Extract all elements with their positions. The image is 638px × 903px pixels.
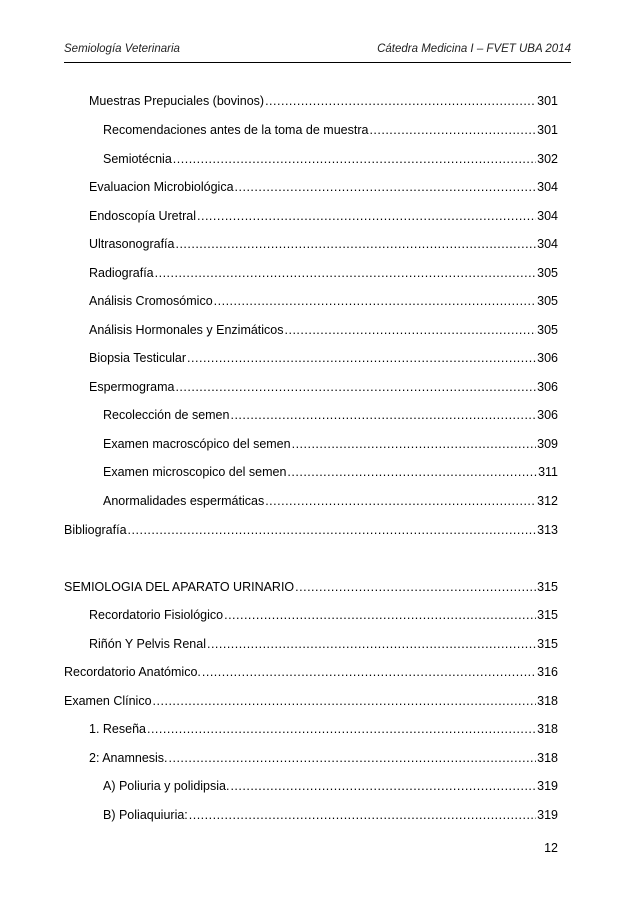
toc-entry-page: 305	[537, 323, 558, 337]
toc-entry[interactable]	[64, 521, 558, 539]
toc-entry-label: 1. Reseña	[89, 722, 146, 736]
toc-leader-dots	[265, 492, 536, 510]
toc-entry[interactable]	[89, 606, 558, 624]
toc-leader-dots	[128, 521, 537, 539]
toc-entry-page: 302	[537, 152, 558, 166]
toc-entry-label: Recordatorio Fisiológico	[89, 608, 224, 622]
toc-leader-dots	[187, 349, 536, 367]
toc-entry-label: Recolección de semen	[103, 408, 230, 422]
toc-entry-label: 2: Anamnesis.	[89, 751, 168, 765]
toc-entry-page: 304	[537, 237, 558, 251]
toc-entry[interactable]	[89, 92, 558, 110]
toc-entry-page: 301	[537, 123, 558, 137]
header-course: Cátedra Medicina I – FVET UBA 2014	[377, 43, 571, 55]
toc-entry-label: Evaluacion Microbiológica	[89, 180, 234, 194]
toc-leader-dots	[175, 378, 536, 396]
toc-entry[interactable]	[103, 121, 558, 139]
toc-entry[interactable]	[89, 264, 558, 282]
toc-entry[interactable]	[89, 378, 558, 396]
toc-entry-page: 309	[537, 437, 558, 451]
toc-entry-page: 318	[537, 751, 558, 765]
toc-entry-page: 318	[537, 694, 558, 708]
toc-leader-dots	[147, 720, 536, 738]
toc-entry-label: Examen Clínico	[64, 694, 152, 708]
toc-leader-dots	[287, 463, 537, 481]
toc-entry[interactable]	[103, 806, 558, 824]
toc-leader-dots	[207, 635, 536, 653]
toc-entry[interactable]	[103, 492, 558, 510]
toc-entry-page: 316	[537, 665, 558, 679]
toc-entry[interactable]	[64, 578, 558, 596]
toc-entry-label: Anormalidades espermáticas	[103, 494, 265, 508]
toc-entry-label: Espermograma	[89, 380, 175, 394]
toc-entry[interactable]	[89, 720, 558, 738]
toc-leader-dots	[285, 321, 537, 339]
toc-entry-page: 306	[537, 408, 558, 422]
toc-entry-label: Examen microscopico del semen	[103, 465, 287, 479]
toc-leader-dots	[173, 150, 536, 168]
toc-entry[interactable]	[103, 777, 558, 795]
toc-entry-page: 318	[537, 722, 558, 736]
toc-entry[interactable]	[89, 349, 558, 367]
toc-leader-dots	[369, 121, 536, 139]
toc-entry[interactable]	[89, 749, 558, 767]
toc-entry-label: Ultrasonografía	[89, 237, 175, 251]
toc-leader-dots	[214, 292, 536, 310]
toc-entry-label: Biopsia Testicular	[89, 351, 187, 365]
toc-entry[interactable]	[64, 663, 558, 681]
toc-leader-dots	[175, 235, 536, 253]
toc-entry[interactable]	[89, 292, 558, 310]
toc-entry-label: Análisis Hormonales y Enzimáticos	[89, 323, 284, 337]
toc-entry-page: 319	[537, 808, 558, 822]
toc-leader-dots	[155, 264, 537, 282]
toc-leader-dots	[224, 606, 536, 624]
toc-leader-dots	[189, 806, 536, 824]
toc-entry-page: 306	[537, 380, 558, 394]
toc-leader-dots	[202, 663, 536, 681]
toc-entry-page: 306	[537, 351, 558, 365]
toc-entry-label: Radiografía	[89, 266, 154, 280]
toc-entry-label: Bibliografía	[64, 523, 127, 537]
toc-entry-page: 312	[537, 494, 558, 508]
toc-entry-label: Endoscopía Uretral	[89, 209, 197, 223]
page-number: 12	[544, 841, 558, 855]
toc-leader-dots	[153, 692, 537, 710]
toc-entry-page: 304	[537, 180, 558, 194]
toc-entry[interactable]	[89, 207, 558, 225]
toc-entry[interactable]	[89, 635, 558, 653]
toc-entry-page: 315	[537, 637, 558, 651]
header-title: Semiología Veterinaria	[64, 43, 180, 55]
toc-entry-label: Análisis Cromosómico	[89, 294, 213, 308]
toc-entry-page: 319	[537, 779, 558, 793]
header-divider	[64, 62, 571, 63]
toc-entry-label: Semiotécnia	[103, 152, 172, 166]
toc-entry-label: Recordatorio Anatómico.	[64, 665, 201, 679]
toc-entry-label: A) Poliuria y polidipsia.	[103, 779, 230, 793]
toc-entry[interactable]	[89, 321, 558, 339]
toc-entry[interactable]	[103, 406, 558, 424]
toc-entry-page: 313	[537, 523, 558, 537]
running-header	[64, 43, 571, 61]
toc-leader-dots	[197, 207, 536, 225]
toc-entry-page: 305	[537, 266, 558, 280]
toc-entry-page: 315	[537, 608, 558, 622]
toc-entry-page: 305	[537, 294, 558, 308]
toc-entry-label: Recomendaciones antes de la toma de muestra	[103, 123, 369, 137]
toc-entry[interactable]	[103, 150, 558, 168]
toc-leader-dots	[230, 777, 536, 795]
toc-entry[interactable]	[64, 692, 558, 710]
toc-entry-page: 301	[537, 94, 558, 108]
toc-entry-label: Examen macroscópico del semen	[103, 437, 291, 451]
toc-entry[interactable]	[103, 463, 558, 481]
toc-leader-dots	[169, 749, 537, 767]
toc-entry-page: 311	[538, 465, 558, 479]
toc-entry-label: Riñón Y Pelvis Renal	[89, 637, 206, 651]
toc-leader-dots	[235, 178, 537, 196]
toc-entry[interactable]	[89, 178, 558, 196]
toc-entry-page: 315	[537, 580, 558, 594]
toc-entry-label: Muestras Prepuciales (bovinos)	[89, 94, 265, 108]
toc-entry-label: B) Poliaquiuria:	[103, 808, 188, 822]
toc-leader-dots	[295, 578, 536, 596]
toc-entry-label: SEMIOLOGIA DEL APARATO URINARIO	[64, 580, 295, 594]
toc-entry-page: 304	[537, 209, 558, 223]
toc-leader-dots	[230, 406, 536, 424]
toc-entry[interactable]	[89, 235, 558, 253]
toc-entry[interactable]	[103, 435, 558, 453]
toc-leader-dots	[265, 92, 536, 110]
toc-leader-dots	[292, 435, 537, 453]
